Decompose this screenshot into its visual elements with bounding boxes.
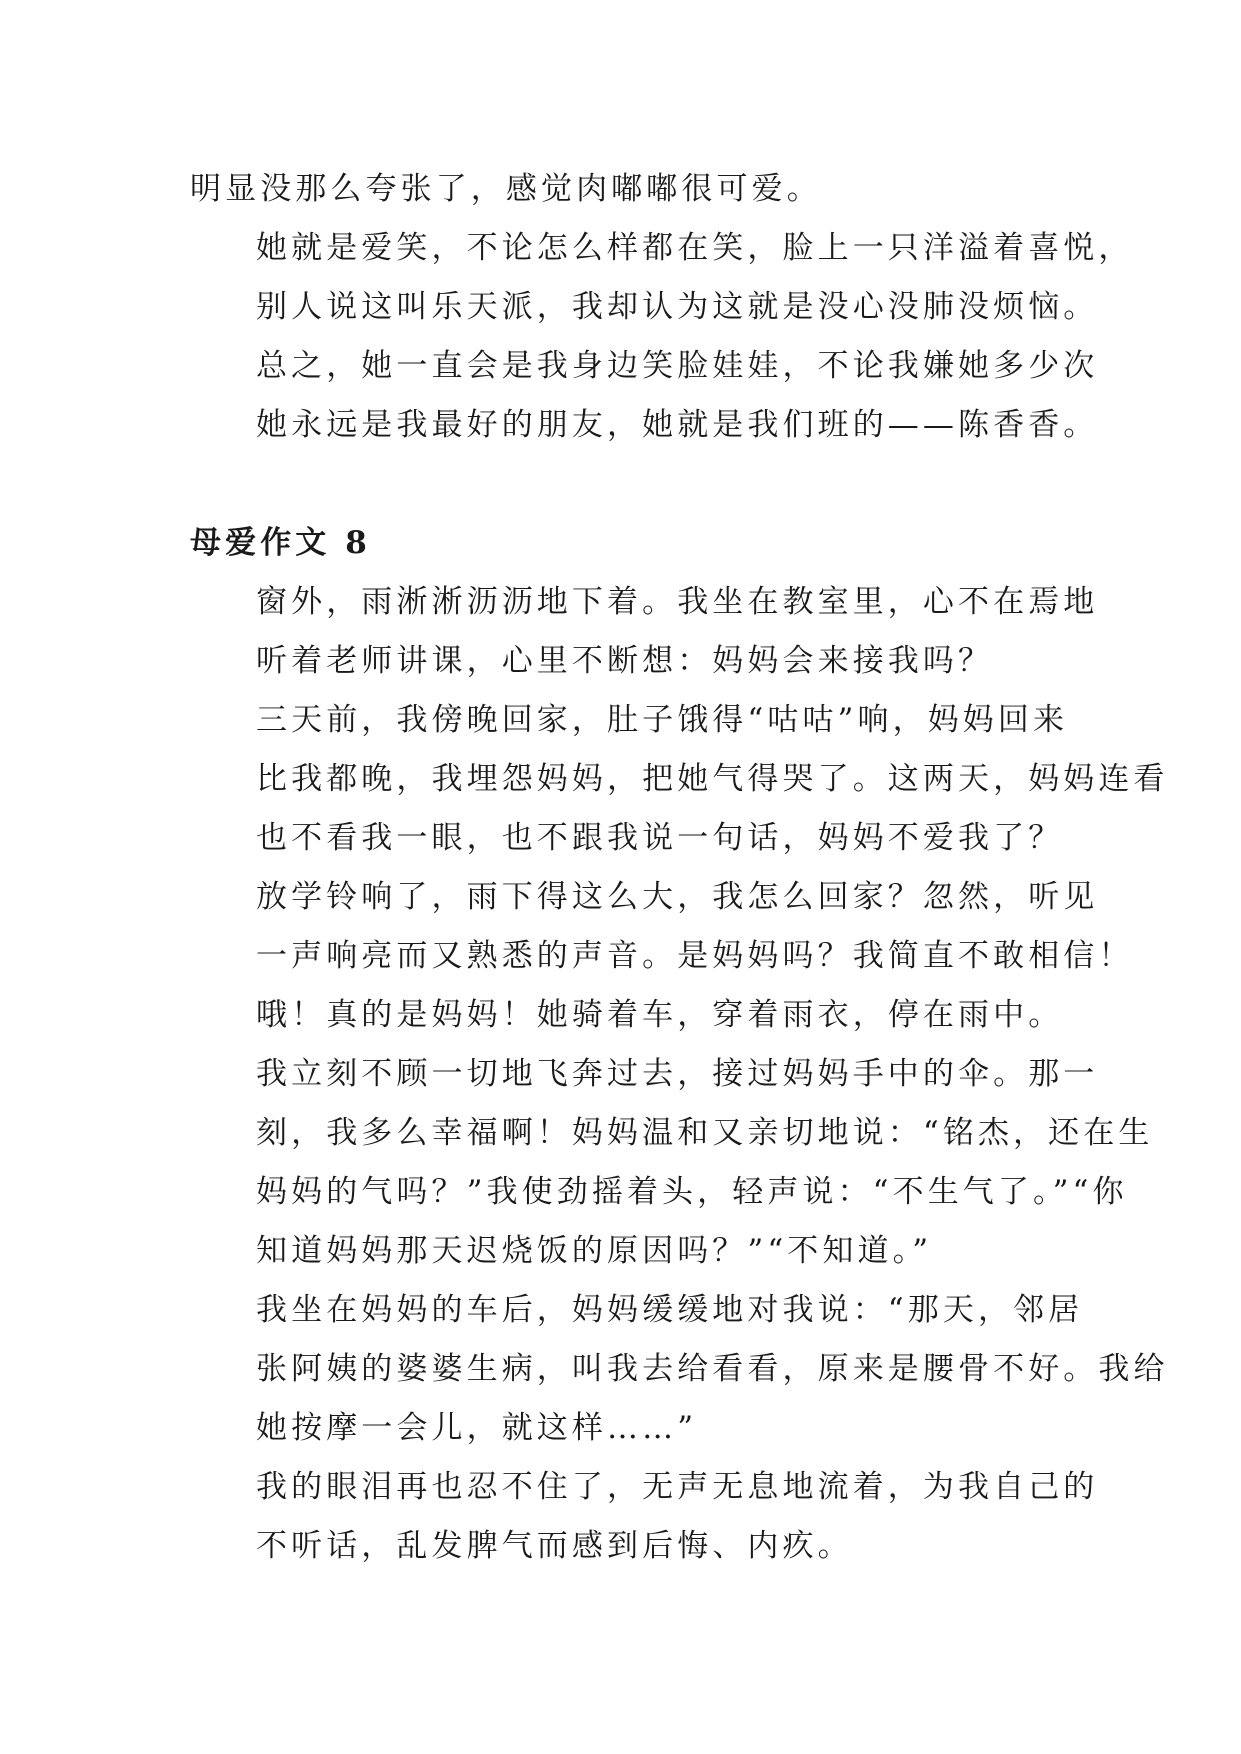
- essay-paragraph-4: [190, 1045, 1154, 1281]
- essay-paragraph-5: [190, 1281, 1169, 1458]
- document-page: [190, 160, 1169, 1576]
- paragraph-2: [190, 337, 1099, 455]
- text-line: 总之，她一直会是我身边笑脸娃娃，不论我嫌她多少次: [256, 348, 1099, 384]
- text-line: 听着老师讲课，心里不断想：妈妈会来接我吗？: [256, 643, 994, 679]
- text-line: 她按摩一会儿，就这样……”: [256, 1410, 698, 1446]
- essay-paragraph-3: [190, 868, 1134, 1045]
- text-line: 放学铃响了，雨下得这么大，我怎么回家？忽然，听见: [256, 879, 1099, 915]
- text-line: 知道妈妈那天迟烧饭的原因吗？”“不知道。”: [256, 1233, 933, 1269]
- text-line: 她就是爱笑，不论怎么样都在笑，脸上一只洋溢着喜悦，: [256, 230, 1134, 266]
- text-line: 三天前，我傍晚回家，肚子饿得“咕咕”响，妈妈回来: [256, 702, 1069, 738]
- text-line: 比我都晚，我埋怨妈妈，把她气得哭了。这两天，妈妈连看: [256, 761, 1169, 797]
- essay-paragraph-2: [190, 691, 1169, 868]
- essay-paragraph-6: [190, 1458, 1099, 1576]
- essay-title: 母爱作文 8: [190, 525, 371, 561]
- essay-paragraph-1: [190, 573, 1099, 691]
- text-line: 哦！真的是妈妈！她骑着车，穿着雨衣，停在雨中。: [256, 997, 1064, 1033]
- text-line: 妈妈的气吗？”我使劲摇着头，轻声说：“不生气了。”“你: [256, 1174, 1128, 1210]
- paragraph-continuation: [190, 160, 1052, 219]
- section-spacer: [190, 455, 1052, 514]
- text-line: 我的眼泪再也忍不住了，无声无息地流着，为我自己的: [256, 1469, 1099, 1505]
- text-line: 不听话，乱发脾气而感到后悔、内疚。: [256, 1528, 853, 1564]
- text-line: 窗外，雨淅淅沥沥地下着。我坐在教室里，心不在焉地: [256, 584, 1099, 620]
- text-line: 一声响亮而又熟悉的声音。是妈妈吗？我简直不敢相信！: [256, 938, 1134, 974]
- text-line: 别人说这叫乐天派，我却认为这就是没心没肺没烦恼。: [256, 289, 1099, 325]
- paragraph-1: [190, 219, 1134, 337]
- text-line: 也不看我一眼，也不跟我说一句话，妈妈不爱我了？: [256, 820, 1064, 856]
- text-line: 她永远是我最好的朋友，她就是我们班的——陈香香。: [256, 407, 1099, 443]
- text-line: 我坐在妈妈的车后，妈妈缓缓地对我说：“那天，邻居: [256, 1292, 1084, 1328]
- text-line: 明显没那么夸张了，感觉肉嘟嘟很可爱。: [190, 171, 822, 207]
- text-line: 张阿姨的婆婆生病，叫我去给看看，原来是腰骨不好。我给: [256, 1351, 1169, 1387]
- text-line: 刻，我多么幸福啊！妈妈温和又亲切地说：“铭杰，还在生: [256, 1115, 1154, 1151]
- text-line: 我立刻不顾一切地飞奔过去，接过妈妈手中的伞。那一: [256, 1056, 1099, 1092]
